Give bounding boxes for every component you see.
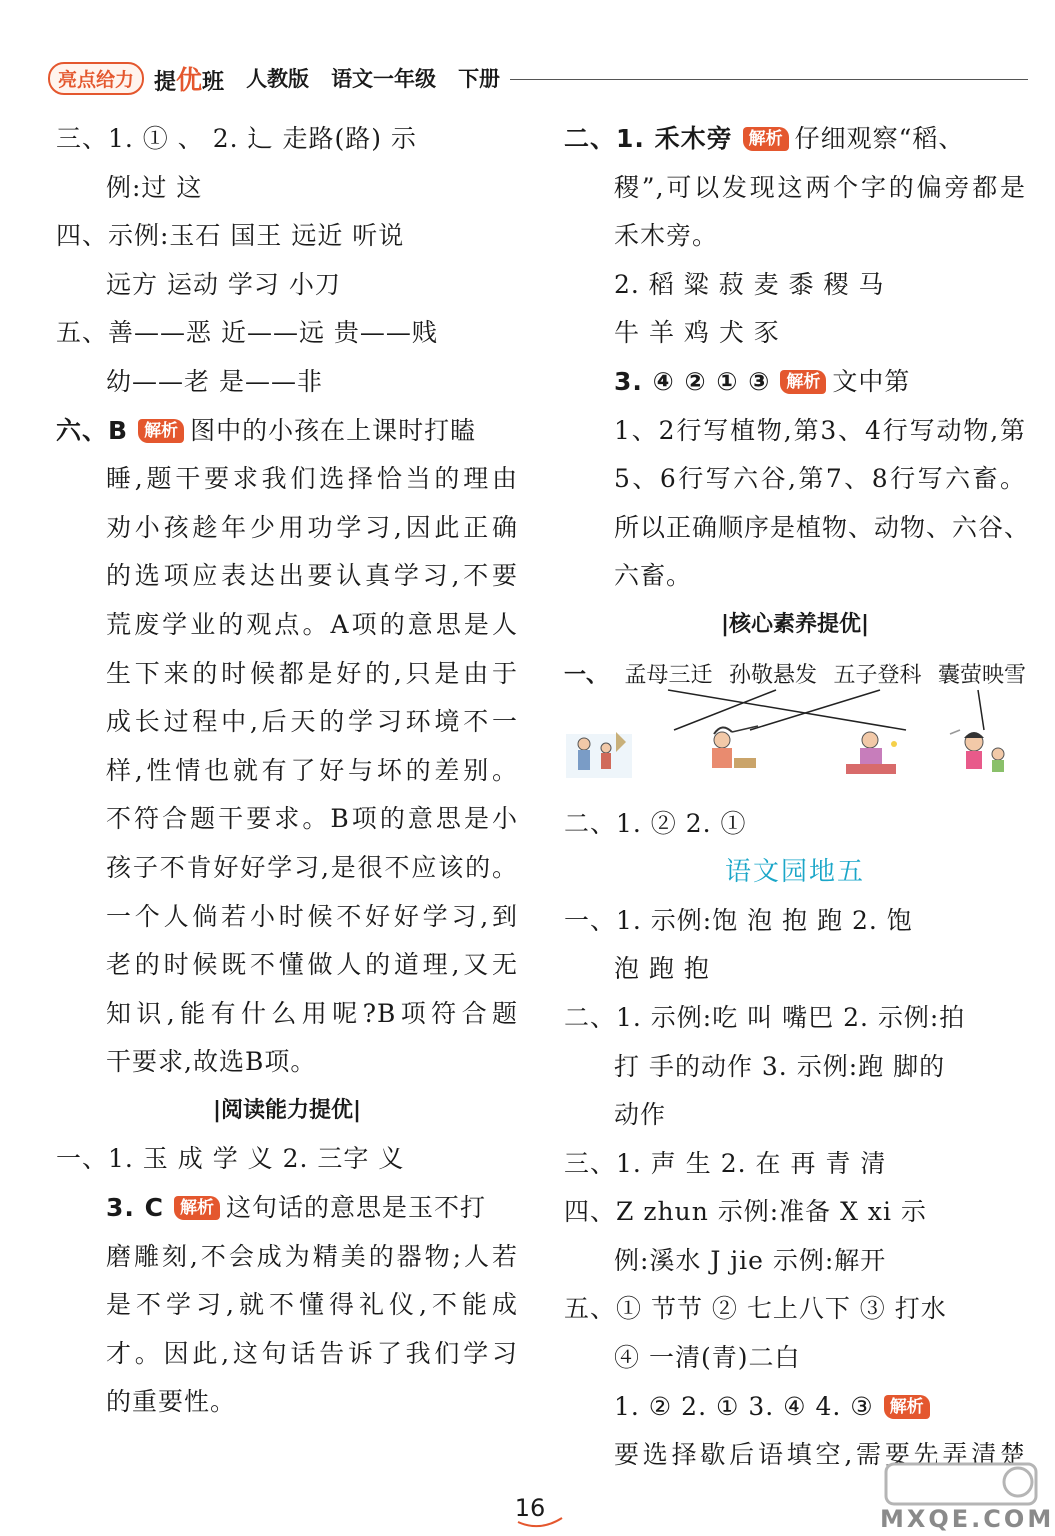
answer-line: 例:溪水 J jie 示例:解开	[614, 1245, 887, 1275]
section-title-garden: 语文园地五	[724, 857, 865, 888]
question-label: 六、B	[56, 415, 129, 445]
page-header	[48, 58, 1028, 98]
series-badge: 亮点给力	[48, 62, 144, 95]
answer-line: 四、示例:玉石 国王 远近 听说	[56, 221, 405, 251]
analysis-text: 这句话的意思是玉不打	[225, 1193, 486, 1223]
analysis-line: 稷”,可以发现这两个字的偏旁都是	[614, 172, 1026, 202]
answer-line: 三、1. 声 生 2. 在 再 青 清	[564, 1148, 887, 1178]
page-number: 16	[514, 1494, 546, 1522]
answer-line: 二、1. 示例:吃 叫 嘴巴 2. 示例:拍	[564, 1002, 966, 1032]
answer-line: 动作	[614, 1100, 667, 1130]
section-title-core: |核心素养提优|	[720, 611, 870, 637]
question-label: 一、	[564, 662, 609, 688]
volume-label: 下册	[458, 67, 501, 91]
answer-line-with-analysis	[56, 1184, 518, 1233]
watermark-text: MXQE.COM	[880, 1505, 1055, 1533]
analysis-line: 成长过程中,后天的学习环境不一	[106, 707, 518, 737]
analysis-line: 六畜。	[614, 561, 693, 591]
picture-row	[564, 724, 1026, 784]
question-label: 3. C	[106, 1193, 164, 1223]
answer-line: 二、1. ② 2. ①	[564, 808, 747, 838]
answer-line: 五、① 节节 ② 七上八下 ③ 打水	[564, 1294, 947, 1324]
answer-line-with-analysis	[56, 407, 518, 456]
analysis-text: 图中的小孩在上课时打瞌	[190, 415, 477, 445]
answer-line: 泡 跑 抱	[614, 954, 710, 984]
analysis-text: 文中第	[832, 366, 911, 396]
question-label: 3. ④ ② ① ③	[614, 366, 771, 396]
analysis-line: 不符合题干要求。B项的意思是小	[106, 804, 518, 834]
idiom-item: 囊萤映雪	[937, 662, 1026, 688]
idiom-item: 孙敬悬发	[728, 662, 817, 688]
analysis-line: 荒废学业的观点。A项的意思是人	[106, 609, 518, 639]
answer-line: 远方 运动 学习 小刀	[106, 269, 341, 299]
answer-line: 四、Z zhun 示例:准备 X xi 示	[564, 1197, 927, 1227]
analysis-line: 1、2行写植物,第3、4行写动物,第	[614, 415, 1026, 445]
answer-line: 2. 稻 粱 菽 麦 黍 稷 马	[614, 269, 885, 299]
analysis-line: 生下来的时候都是好的,只是由于	[106, 658, 518, 688]
analysis-line: 样,性情也就有了好与坏的差别。	[106, 755, 518, 785]
left-column	[56, 115, 518, 1427]
answer-line: 打 手的动作 3. 示例:跑 脚的	[614, 1051, 946, 1081]
illustration-children-playing	[948, 724, 1018, 780]
question-label: 二、1. 禾木旁	[564, 124, 733, 153]
answer-line: 例:过 这	[106, 172, 203, 202]
analysis-line: 孩子不肯好好学习,是很不应该的。	[106, 852, 518, 882]
analysis-line: 的选项应表达出要认真学习,不要	[106, 561, 518, 591]
analysis-line: 磨雕刻,不会成为精美的器物;人若	[106, 1241, 518, 1271]
answer-line: 一、1. 玉 成 学 义 2. 三字 义	[56, 1144, 405, 1174]
answer-line: 一、1. 示例:饱 泡 抱 跑 2. 饱	[564, 905, 913, 935]
brand-pre: 提	[154, 69, 177, 95]
edition-label: 人教版	[246, 67, 310, 91]
answer-line: 五、善——恶 近——远 贵——贱	[56, 318, 438, 348]
analysis-line: 睡,题干要求我们选择恰当的理由	[106, 464, 518, 494]
analysis-line: 的重要性。	[106, 1387, 237, 1417]
analysis-tag: 解析	[743, 127, 789, 151]
subject-label: 语文一年级	[331, 67, 437, 91]
analysis-tag: 解析	[138, 419, 184, 443]
analysis-tag: 解析	[780, 370, 826, 394]
brand-you: 优	[176, 65, 203, 96]
analysis-line: 要选择歇后语填空,需要先弄清楚	[614, 1440, 1026, 1470]
analysis-line: 才。因此,这句话告诉了我们学习	[106, 1338, 518, 1368]
answer-line: 三、1. ① 、 2. 辶 走路(路) 示	[56, 124, 417, 153]
illustration-scholar-studying	[836, 724, 906, 780]
answer-line-with-analysis	[564, 1383, 1026, 1432]
answer-line: ④ 一清(青)二白	[614, 1343, 801, 1373]
analysis-line: 5、6行写六谷,第7、8行写六畜。	[614, 464, 1026, 494]
section-title-reading: |阅读能力提优|	[212, 1097, 362, 1123]
answer-line: 牛 羊 鸡 犬 豕	[614, 318, 780, 348]
question-label: 1. ② 2. ① 3. ④ 4. ③	[614, 1391, 874, 1421]
idiom-item: 五子登科	[833, 662, 922, 688]
idiom-item: 孟母三迁	[624, 662, 713, 688]
analysis-text: 仔细观察“稻、	[794, 124, 965, 153]
brand-name	[154, 60, 224, 97]
illustration-mother-child	[564, 724, 634, 780]
idiom-matching-figure	[564, 650, 1026, 800]
analysis-tag: 解析	[174, 1196, 220, 1220]
analysis-line: 所以正确顺序是植物、动物、六谷、	[614, 512, 1031, 542]
header-rule	[510, 79, 1028, 80]
illustration-scholar-reading	[692, 724, 762, 780]
answer-line-with-analysis	[564, 115, 1026, 164]
answer-line-with-analysis	[564, 358, 1026, 407]
right-column	[564, 115, 1031, 1480]
answer-line: 幼——老 是——非	[106, 366, 323, 396]
analysis-line: 干要求,故选B项。	[106, 1047, 317, 1077]
brand-post: 班	[202, 69, 225, 95]
analysis-line: 劝小孩趁年少用功学习,因此正确	[106, 512, 518, 542]
analysis-line: 禾木旁。	[614, 221, 719, 251]
analysis-line: 知识,能有什么用呢?B项符合题	[106, 998, 518, 1028]
analysis-line: 老的时候既不懂做人的道理,又无	[106, 950, 518, 980]
analysis-line: 是不学习,就不懂得礼仪,不能成	[106, 1290, 518, 1320]
analysis-tag: 解析	[884, 1395, 930, 1419]
analysis-line: 一个人倘若小时候不好好学习,到	[106, 901, 518, 931]
